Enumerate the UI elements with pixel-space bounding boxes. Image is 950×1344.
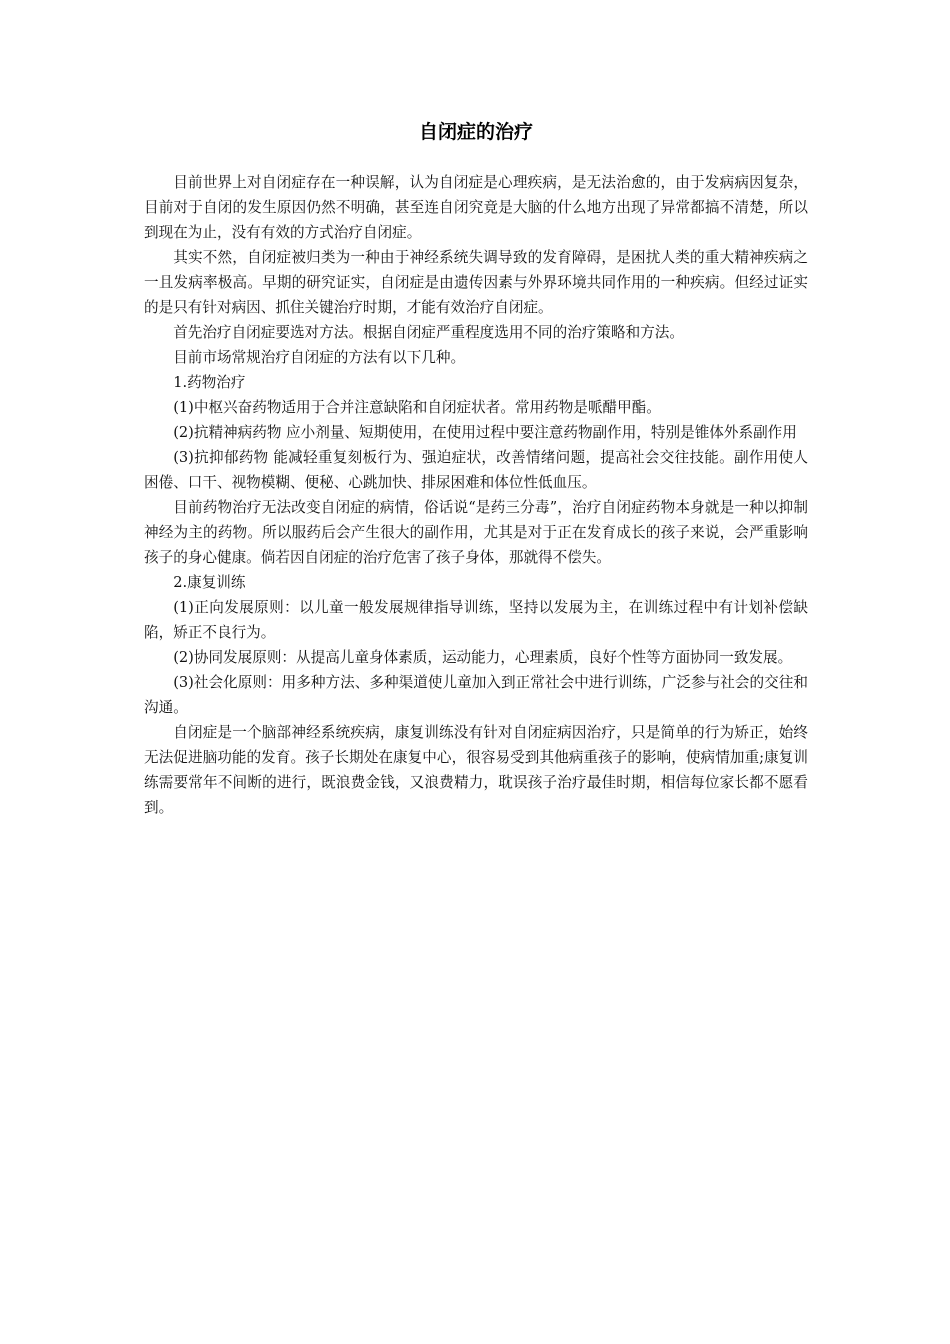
- paragraph: 首先治疗自闭症要选对方法。根据自闭症严重程度选用不同的治疗策略和方法。: [173, 324, 684, 341]
- section-heading-medication: 1.药物治疗: [173, 374, 246, 391]
- document-page: [144, 118, 808, 820]
- paragraph: 目前市场常规治疗自闭症的方法有以下几种。: [173, 349, 466, 366]
- list-item: (1)中枢兴奋药物适用于合并注意缺陷和自闭症状者。常用药物是哌醋甲酯。: [173, 399, 661, 416]
- list-item: (2)抗精神病药物 应小剂量、短期使用，在使用过程中要注意药物副作用，特别是锥体外系副作用: [173, 424, 797, 441]
- list-item: (1)正向发展原则：以儿童一般发展规律指导训练，坚持以发展为主，在训练过程中有计划补偿缺陷，矫正不良行为。: [144, 599, 808, 641]
- paragraph: 目前药物治疗无法改变自闭症的病情，俗话说“是药三分毒”，治疗自闭症药物本身就是一种以抑制神经为主的药物。所以服药后会产生很大的副作用，尤其是对于正在发育成长的孩子来说，会严重影响孩子的身心健康。倘若因自闭症的治疗危害了孩子身体，那就得不偿失。: [144, 499, 808, 566]
- list-item: (3)社会化原则：用多种方法、多种渠道使儿童加入到正常社会中进行训练，广泛参与社会的交往和沟通。: [144, 674, 808, 716]
- document-title: 自闭症的治疗: [418, 121, 533, 143]
- paragraph: 自闭症是一个脑部神经系统疾病，康复训练没有针对自闭症病因治疗，只是简单的行为矫正，始终无法促进脑功能的发育。孩子长期处在康复中心，很容易受到其他病重孩子的影响，使病情加重;康复训练需要常年不间断的进行，既浪费金钱，又浪费精力，耽误孩子治疗最佳时期，相信每位家长都不愿看到。: [144, 724, 808, 816]
- list-item: (3)抗抑郁药物 能减轻重复刻板行为、强迫症状，改善情绪问题，提高社会交往技能。副作用使人困倦、口干、视物模糊、便秘、心跳加快、排尿困难和体位性低血压。: [144, 449, 808, 491]
- paragraph: 目前世界上对自闭症存在一种误解，认为自闭症是心理疾病，是无法治愈的，由于发病病因复杂，目前对于自闭的发生原因仍然不明确，甚至连自闭究竟是大脑的什么地方出现了异常都搞不清楚，所以到现在为止，没有有效的方式治疗自闭症。: [144, 174, 808, 241]
- section-heading-rehabilitation: 2.康复训练: [173, 574, 246, 591]
- list-item: (2)协同发展原则：从提高儿童身体素质，运动能力，心理素质，良好个性等方面协同一致发展。: [173, 649, 793, 666]
- paragraph: 其实不然，自闭症被归类为一种由于神经系统失调导致的发育障碍，是困扰人类的重大精神疾病之一且发病率极高。早期的研究证实，自闭症是由遗传因素与外界环境共同作用的一种疾病。但经过证实的是只有针对病因、抓住关键治疗时期，才能有效治疗自闭症。: [144, 249, 808, 316]
- document-body: [144, 170, 808, 820]
